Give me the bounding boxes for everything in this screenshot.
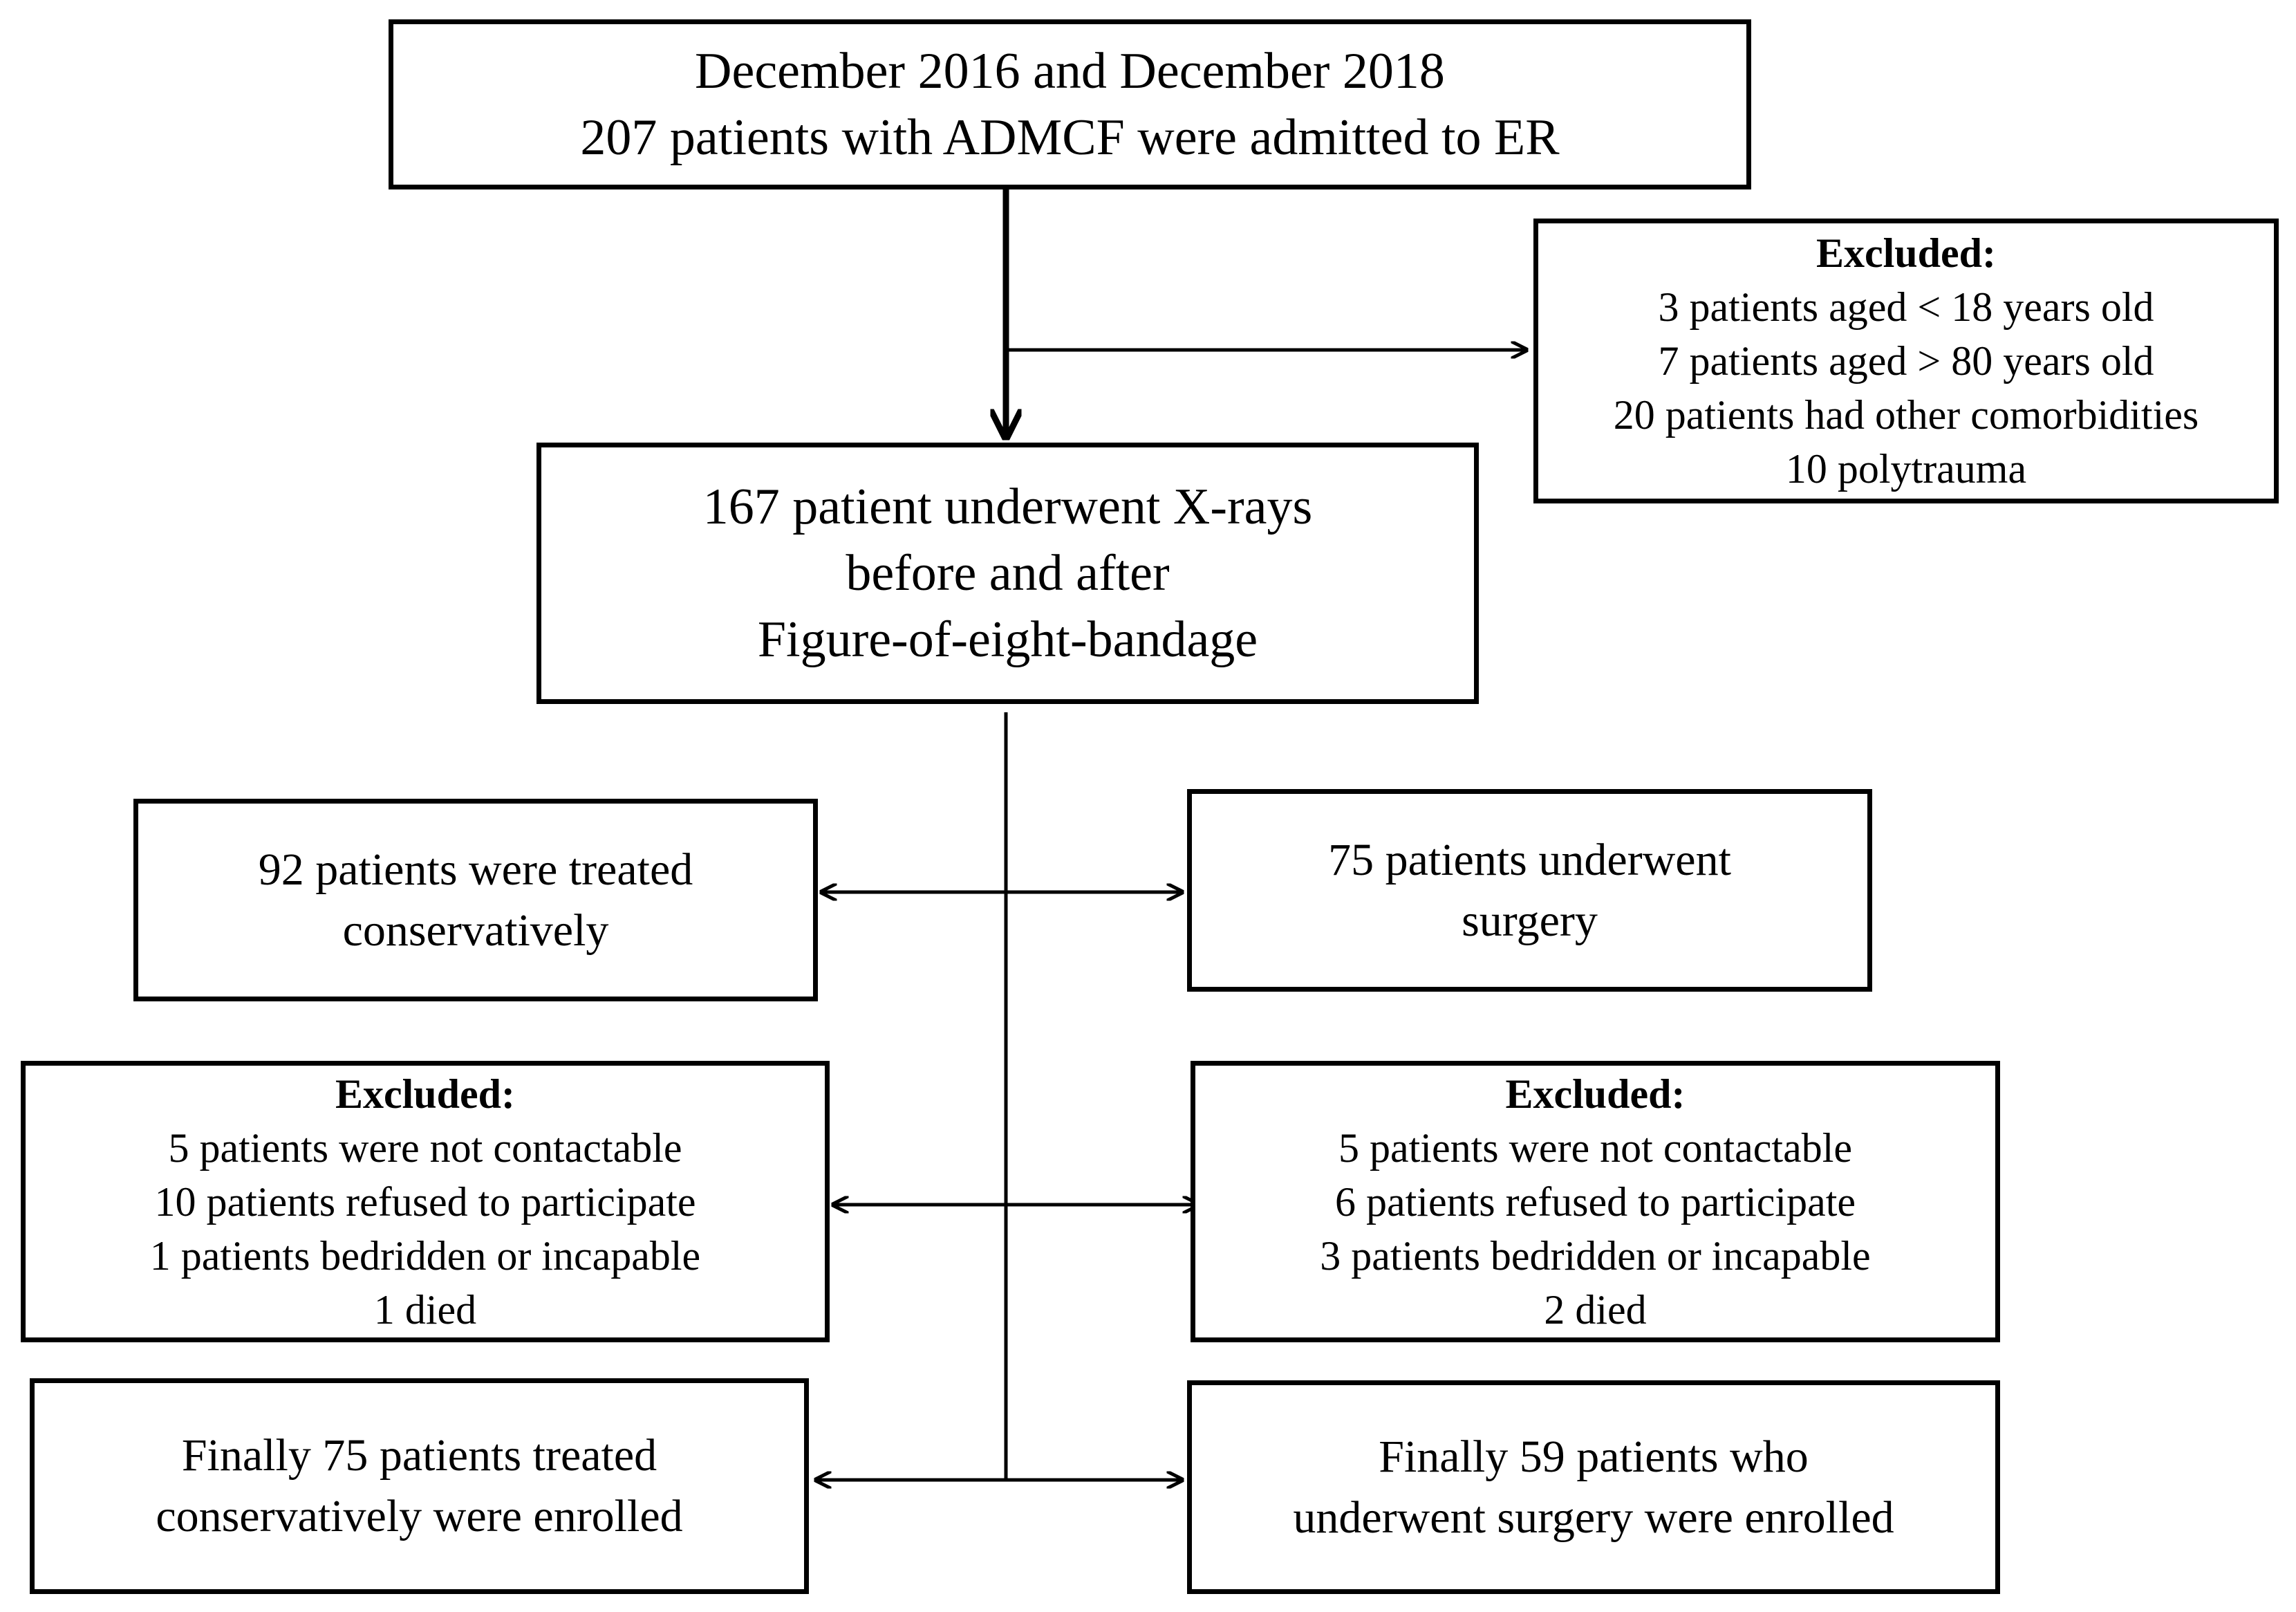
initial-exclusion-heading: Excluded:	[1816, 230, 1997, 276]
initial-exclusion-line-1: 3 patients aged < 18 years old	[1658, 284, 2154, 330]
conservative-line-1: 92 patients were treated	[258, 844, 693, 895]
final-surgery-line-1: Finally 59 patients who	[1379, 1431, 1809, 1482]
initial-exclusion-line-2: 7 patients aged > 80 years old	[1658, 338, 2154, 384]
surgery-exclusion-line-2: 6 patients refused to participate	[1334, 1178, 1856, 1225]
surgery-exclusion-heading: Excluded:	[1505, 1071, 1686, 1117]
final-surgery-box	[1187, 1380, 2000, 1594]
surgery-exclusion-line-1: 5 patients were not contactable	[1338, 1124, 1853, 1171]
surgery-exclusion-line-4: 2 died	[1544, 1286, 1647, 1333]
conservative-treatment-box	[133, 799, 818, 1001]
conservative-exclusion-line-2: 10 patients refused to participate	[154, 1178, 696, 1225]
conservative-exclusion-line-3: 1 patients bedridden or incapable	[149, 1232, 701, 1279]
conservative-exclusion-line-1: 5 patients were not contactable	[168, 1124, 682, 1171]
admission-line-2: 207 patients with ADMCF were admitted to ER	[580, 109, 1560, 166]
initial-exclusion-line-3: 20 patients had other comorbidities	[1613, 392, 2199, 438]
xray-line-3: Figure-of-eight-bandage	[757, 611, 1258, 668]
surgery-exclusion-box	[1191, 1061, 2000, 1342]
xray-line-2: before and after	[846, 545, 1170, 602]
final-conservative-line-2: conservatively were enrolled	[156, 1491, 683, 1541]
surgery-box	[1187, 789, 1872, 992]
conservative-exclusion-line-4: 1 died	[373, 1286, 477, 1333]
surgery-line-2: surgery	[1462, 895, 1598, 946]
final-conservative-box	[30, 1378, 809, 1594]
conservative-exclusion-box	[21, 1061, 830, 1342]
admission-line-1: December 2016 and December 2018	[695, 43, 1445, 100]
initial-exclusion-line-4: 10 polytrauma	[1785, 446, 2027, 492]
final-conservative-line-1: Finally 75 patients treated	[181, 1430, 657, 1481]
admission-box	[389, 19, 1751, 189]
surgery-exclusion-line-3: 3 patients bedridden or incapable	[1320, 1232, 1871, 1279]
final-surgery-line-2: underwent surgery were enrolled	[1293, 1492, 1894, 1543]
xray-line-1: 167 patient underwent X-rays	[702, 479, 1313, 535]
surgery-line-1: 75 patients underwent	[1328, 834, 1731, 885]
conservative-exclusion-heading: Excluded:	[335, 1071, 516, 1117]
conservative-line-2: conservatively	[342, 905, 609, 956]
initial-exclusion-box	[1533, 219, 2279, 503]
xray-box	[536, 443, 1479, 704]
